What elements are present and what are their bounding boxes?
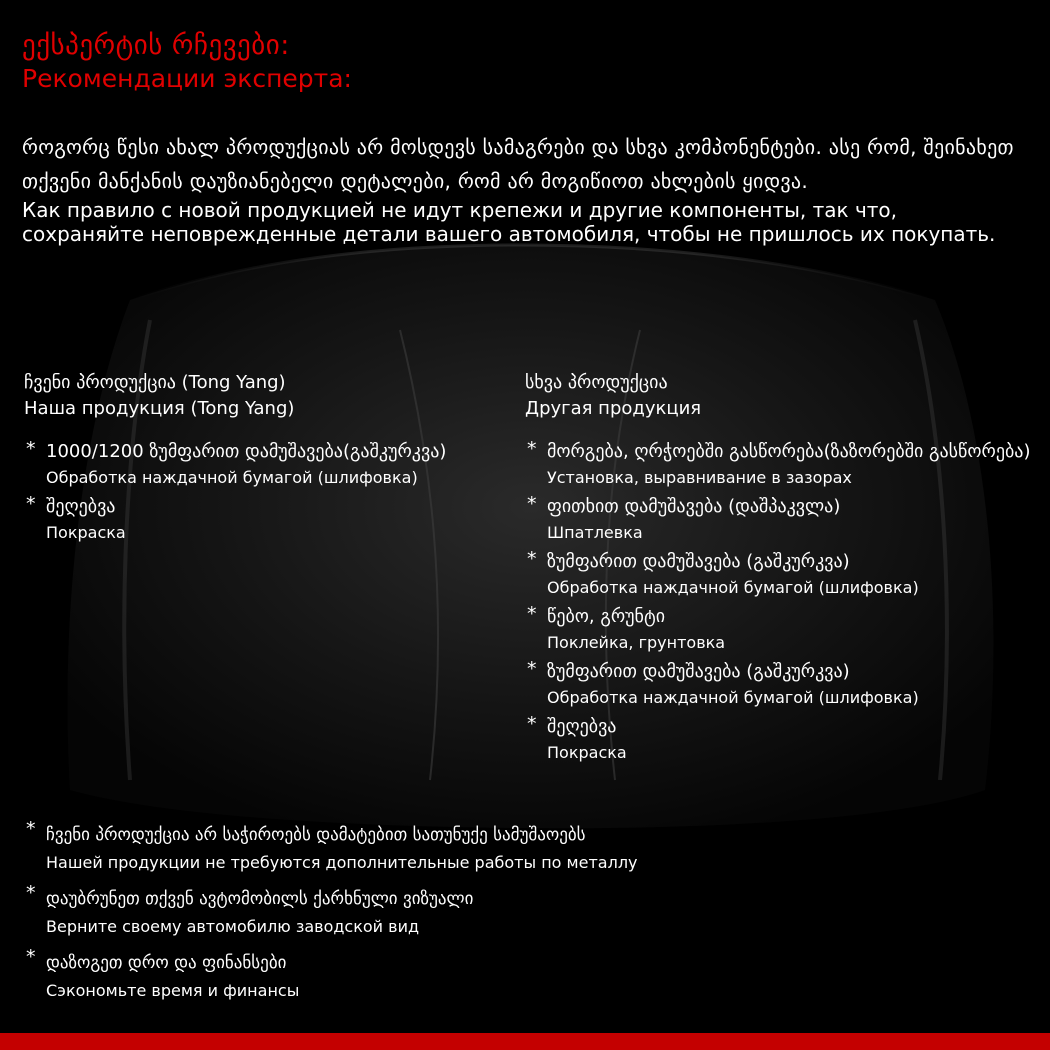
- bullet-star-icon: *: [26, 493, 36, 515]
- page-title-russian: Рекомендации эксперта:: [22, 64, 352, 93]
- benefit-text-russian: Сэкономьте время и финансы: [46, 981, 300, 1000]
- step-text-georgian: მორგება, ღრჭოებში გასწორება(ზაზორებში გასწორება): [547, 441, 1031, 462]
- step-text-russian: Шпатлевка: [547, 523, 643, 542]
- bullet-star-icon: *: [527, 713, 537, 735]
- bullet-star-icon: *: [527, 603, 537, 625]
- bullet-star-icon: *: [527, 658, 537, 680]
- intro-section: [22, 130, 1022, 246]
- bullet-star-icon: *: [26, 818, 36, 840]
- step-text-russian: Покраска: [46, 523, 126, 542]
- bullet-star-icon: *: [527, 548, 537, 570]
- other-product-heading-georgian: სხვა პროდუქცია: [525, 372, 668, 393]
- list-item: [24, 882, 1024, 938]
- bullet-star-icon: *: [527, 493, 537, 515]
- our-product-heading-georgian: ჩვენი პროდუქცია (Tong Yang): [24, 372, 286, 393]
- step-text-russian: Установка, выравнивание в зазорах: [547, 468, 852, 487]
- step-text-georgian: წებო, გრუნტი: [547, 606, 666, 627]
- step-text-russian: Обработка наждачной бумагой (шлифовка): [547, 688, 919, 707]
- list-item: [525, 493, 1045, 546]
- other-product-steps: [525, 438, 1045, 766]
- benefit-text-georgian: დაზოგეთ დრო და ფინანსები: [46, 953, 287, 973]
- step-text-russian: Обработка наждачной бумагой (шлифовка): [46, 468, 418, 487]
- list-item: [24, 946, 1024, 1002]
- other-product-column: [525, 370, 1045, 768]
- step-text-russian: Поклейка, грунтовка: [547, 633, 726, 652]
- bullet-star-icon: *: [26, 946, 36, 968]
- step-text-georgian: ფითხით დამუშავება (დაშპაკვლა): [547, 496, 841, 517]
- bullet-star-icon: *: [527, 438, 537, 460]
- list-item: [525, 548, 1045, 601]
- benefit-text-russian: Верните своему автомобилю заводской вид: [46, 917, 420, 936]
- our-product-column: [24, 370, 504, 548]
- our-product-heading-russian: Наша продукция (Tong Yang): [24, 398, 295, 419]
- list-item: [24, 818, 1024, 874]
- list-item: [525, 658, 1045, 711]
- step-text-georgian: შეღებვა: [46, 496, 116, 517]
- step-text-russian: Покраска: [547, 743, 627, 762]
- bullet-star-icon: *: [26, 438, 36, 460]
- step-text-georgian: 1000/1200 ზუმფარით დამუშავება(გაშკურკვა): [46, 441, 447, 462]
- benefit-text-russian: Нашей продукции не требуются дополнительные работы по металлу: [46, 853, 638, 872]
- bullet-star-icon: *: [26, 882, 36, 904]
- list-item: [24, 493, 504, 546]
- page-title-georgian: ექსპერტის რჩევები:: [22, 30, 290, 61]
- our-product-steps: [24, 438, 504, 546]
- list-item: [24, 438, 504, 491]
- list-item: [525, 603, 1045, 656]
- step-text-georgian: ზუმფარით დამუშავება (გაშკურკვა): [547, 661, 850, 682]
- benefit-text-georgian: დაუბრუნეთ თქვენ ავტომობილს ქარხნული ვიზუალი: [46, 889, 474, 909]
- benefits-list: [24, 818, 1024, 1010]
- step-text-georgian: ზუმფარით დამუშავება (გაშკურკვა): [547, 551, 850, 572]
- intro-text-russian: Как правило с новой продукцией не идут крепежи и другие компоненты, так что, сохраняйте неповрежденные детали вашего автомобиля, чтобы не пришлось их покупать.: [22, 198, 996, 246]
- step-text-georgian: შეღებვა: [547, 716, 617, 737]
- intro-text-georgian: როგორც წესი ახალ პროდუქციას არ მოსდევს სამაგრები და სხვა კომპონენტები. ასე რომ, შეინახეთ თქვენი მანქანის დაუზიანებელი დეტალები, რომ არ მოგიწიოთ ახლების ყიდვა.: [22, 135, 1014, 193]
- other-product-heading-russian: Другая продукция: [525, 398, 702, 419]
- step-text-russian: Обработка наждачной бумагой (шлифовка): [547, 578, 919, 597]
- benefit-text-georgian: ჩვენი პროდუქცია არ საჭიროებს დამატებით სათუნუქე სამუშაოებს: [46, 825, 586, 845]
- list-item: [525, 438, 1045, 491]
- list-item: [525, 713, 1045, 766]
- bottom-accent-bar: [0, 1033, 1050, 1050]
